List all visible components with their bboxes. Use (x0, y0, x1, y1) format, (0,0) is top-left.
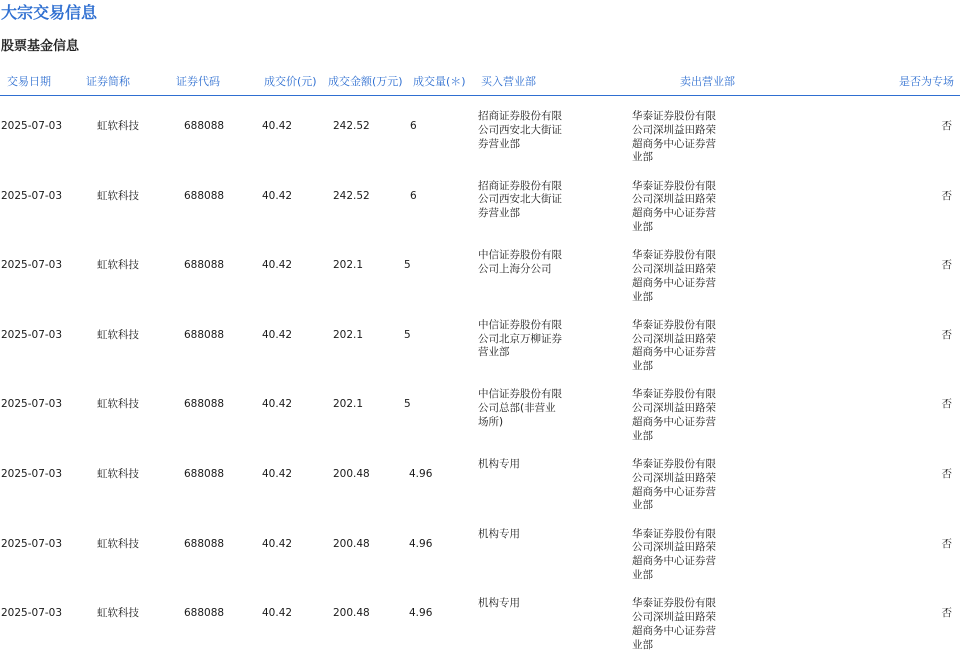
cell-security-code: 688088 (184, 189, 225, 202)
cell-trade-date: 2025-07-03 (1, 537, 63, 550)
header-price[interactable]: 成交价(元) (264, 75, 317, 88)
cell-special: 否 (941, 398, 952, 411)
cell-amount: 202.1 (333, 328, 364, 341)
cell-seller: 华泰证券股份有限公司深圳益田路荣超商务中心证券营业部 (632, 388, 716, 442)
cell-amount: 200.48 (333, 467, 370, 480)
table-row[interactable] (0, 166, 960, 236)
cell-special: 否 (941, 120, 952, 132)
cell-amount: 202.1 (333, 398, 364, 411)
cell-seller: 华泰证券股份有限公司深圳益田路荣超商务中心证券营业部 (632, 527, 716, 581)
cell-volume: 4.96 (409, 607, 433, 620)
cell-amount: 202.1 (333, 259, 364, 272)
cell-security-code: 688088 (184, 120, 225, 132)
cell-amount: 242.52 (333, 120, 370, 132)
cell-buyer: 中信证券股份有限公司上海分公司 (478, 249, 562, 275)
header-buyer[interactable]: 买入营业部 (481, 75, 536, 88)
cell-trade-date: 2025-07-03 (1, 120, 63, 132)
cell-buyer: 机构专用 (478, 527, 520, 540)
header-volume[interactable]: 成交量(＊) (413, 75, 466, 88)
cell-price: 40.42 (262, 189, 293, 202)
cell-security-code: 688088 (184, 467, 225, 480)
cell-security-code: 688088 (184, 259, 225, 272)
cell-seller: 华泰证券股份有限公司深圳益田路荣超商务中心证券营业部 (632, 249, 716, 303)
cell-special: 否 (941, 467, 952, 480)
header-seller[interactable]: 卖出营业部 (680, 75, 735, 88)
cell-price: 40.42 (262, 259, 293, 272)
cell-seller: 华泰证券股份有限公司深圳益田路荣超商务中心证券营业部 (632, 457, 716, 512)
cell-seller: 华泰证券股份有限公司深圳益田路荣超商务中心证券营业部 (632, 110, 716, 164)
cell-trade-date: 2025-07-03 (1, 607, 63, 620)
cell-amount: 200.48 (333, 607, 370, 620)
table-row[interactable] (0, 305, 960, 375)
cell-security-code: 688088 (184, 607, 225, 620)
cell-amount: 242.52 (333, 189, 370, 202)
header-trade-date[interactable]: 交易日期 (7, 75, 51, 88)
cell-seller: 华泰证券股份有限公司深圳益田路荣超商务中心证券营业部 (632, 318, 716, 373)
cell-seller: 华泰证券股份有限公司深圳益田路荣超商务中心证券营业部 (632, 179, 716, 233)
cell-security-name: 虹软科技 (97, 259, 139, 272)
cell-security-code: 688088 (184, 328, 225, 341)
header-security-code[interactable]: 证券代码 (176, 75, 220, 88)
cell-buyer: 中信证券股份有限公司总部(非营业场所) (478, 388, 562, 428)
cell-special: 否 (941, 328, 952, 341)
table-row[interactable] (0, 374, 960, 444)
cell-security-name: 虹软科技 (97, 537, 139, 550)
table-header (0, 69, 960, 96)
cell-volume: 4.96 (409, 537, 433, 550)
header-special[interactable]: 是否为专场 (899, 75, 954, 88)
cell-volume: 4.96 (409, 467, 433, 480)
section-title: 股票基金信息 (1, 39, 80, 54)
cell-buyer: 招商证券股份有限公司西安北大街证券营业部 (478, 179, 562, 220)
cell-security-name: 虹软科技 (97, 607, 139, 620)
table-row[interactable] (0, 444, 960, 514)
cell-price: 40.42 (262, 328, 293, 341)
cell-volume: 6 (410, 189, 417, 202)
page-title: 大宗交易信息 (1, 3, 98, 22)
cell-volume: 5 (404, 328, 411, 341)
cell-security-name: 虹软科技 (97, 189, 139, 202)
table-row[interactable] (0, 96, 960, 166)
cell-seller: 华泰证券股份有限公司深圳益田路荣超商务中心证券营业部 (632, 597, 716, 651)
cell-special: 否 (941, 607, 952, 620)
cell-security-name: 虹软科技 (97, 120, 139, 132)
table-row[interactable] (0, 514, 960, 584)
cell-buyer: 招商证券股份有限公司西安北大街证券营业部 (478, 110, 562, 150)
cell-volume: 6 (410, 120, 417, 132)
cell-price: 40.42 (262, 467, 293, 480)
table-row[interactable] (0, 235, 960, 305)
cell-volume: 5 (404, 398, 411, 411)
cell-security-code: 688088 (184, 537, 225, 550)
cell-special: 否 (941, 259, 952, 272)
table-row[interactable] (0, 583, 960, 651)
cell-buyer: 机构专用 (478, 457, 520, 470)
cell-security-code: 688088 (184, 398, 225, 411)
header-amount[interactable]: 成交金额(万元) (328, 75, 403, 88)
cell-trade-date: 2025-07-03 (1, 398, 63, 411)
cell-price: 40.42 (262, 537, 293, 550)
cell-price: 40.42 (262, 398, 293, 411)
cell-trade-date: 2025-07-03 (1, 467, 63, 480)
cell-volume: 5 (404, 259, 411, 272)
cell-trade-date: 2025-07-03 (1, 259, 63, 272)
cell-trade-date: 2025-07-03 (1, 189, 63, 202)
cell-buyer: 机构专用 (478, 597, 520, 610)
table-body (0, 96, 960, 651)
cell-price: 40.42 (262, 120, 293, 132)
header-security-name[interactable]: 证券简称 (86, 75, 130, 88)
cell-security-name: 虹软科技 (97, 467, 139, 480)
cell-security-name: 虹软科技 (97, 328, 139, 341)
cell-special: 否 (941, 189, 952, 202)
cell-amount: 200.48 (333, 537, 370, 550)
cell-special: 否 (941, 537, 952, 550)
cell-trade-date: 2025-07-03 (1, 328, 63, 341)
cell-buyer: 中信证券股份有限公司北京万柳证券营业部 (478, 318, 562, 359)
cell-price: 40.42 (262, 607, 293, 620)
cell-security-name: 虹软科技 (97, 398, 139, 411)
